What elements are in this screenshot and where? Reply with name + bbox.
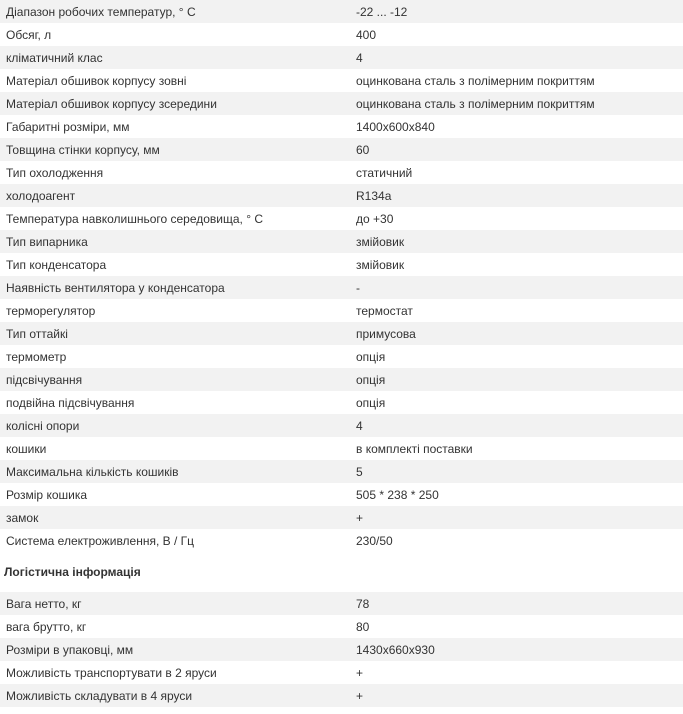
table-row: [0, 684, 683, 707]
spec-value: змійовик: [356, 234, 405, 249]
spec-value: +: [356, 665, 364, 680]
table-row: [0, 437, 683, 460]
spec-value: примусова: [356, 326, 416, 341]
spec-value: 230/50: [356, 533, 393, 548]
logistics-section-title: Логістична інформація: [4, 565, 141, 579]
spec-label: Тип конденсатора: [6, 257, 107, 272]
table-row: [0, 506, 683, 529]
spec-value: -22 ... -12: [356, 4, 408, 19]
spec-label: Діапазон робочих температур, ° С: [6, 4, 196, 19]
spec-label: Розміри в упаковці, мм: [6, 642, 134, 657]
spec-label: Тип охолодження: [6, 165, 104, 180]
spec-label: подвійна підсвічування: [6, 395, 135, 410]
table-row: [0, 661, 683, 684]
spec-label: Матеріал обшивок корпусу зовні: [6, 73, 187, 88]
spec-value: 1430x660x930: [356, 642, 435, 657]
spec-label: Наявність вентилятора у конденсатора: [6, 280, 225, 295]
spec-label: Матеріал обшивок корпусу зсередини: [6, 96, 217, 111]
table-row: [0, 460, 683, 483]
table-row: [0, 368, 683, 391]
spec-value: 400: [356, 27, 377, 42]
table-row: [0, 529, 683, 552]
table-row: [0, 276, 683, 299]
table-row: [0, 299, 683, 322]
spec-value: опція: [356, 349, 386, 364]
spec-value: опція: [356, 372, 386, 387]
spec-value: 78: [356, 596, 370, 611]
spec-value: змійовик: [356, 257, 405, 272]
table-row: [0, 23, 683, 46]
spec-value: 1400x600x840: [356, 119, 435, 134]
table-row: [0, 207, 683, 230]
spec-label: Вага нетто, кг: [6, 596, 82, 611]
table-row: [0, 322, 683, 345]
table-row: [0, 592, 683, 615]
spec-value: опція: [356, 395, 386, 410]
spec-label: Тип випарника: [6, 234, 88, 249]
table-row: [0, 615, 683, 638]
table-row: [0, 391, 683, 414]
table-row: [0, 230, 683, 253]
table-row: [0, 184, 683, 207]
table-row: [0, 115, 683, 138]
spec-label: кліматичний клас: [6, 50, 103, 65]
spec-value: 60: [356, 142, 370, 157]
spec-label: Можливість транспортувати в 2 яруси: [6, 665, 217, 680]
spec-value: +: [356, 688, 364, 703]
spec-value: оцинкована сталь з полімерним покриттям: [356, 73, 595, 88]
spec-label: Система електроживлення, В / Гц: [6, 533, 195, 548]
spec-label: терморегулятор: [6, 303, 96, 318]
spec-label: Габаритні розміри, мм: [6, 119, 130, 134]
spec-label: кошики: [6, 441, 47, 456]
spec-label: підсвічування: [6, 372, 83, 387]
table-row: [0, 638, 683, 661]
spec-value: термостат: [356, 303, 413, 318]
table-row: [0, 253, 683, 276]
spec-value: -: [356, 280, 360, 295]
spec-value: 5: [356, 464, 363, 479]
spec-label: замок: [6, 510, 39, 525]
spec-label: вага брутто, кг: [6, 619, 87, 634]
spec-value: статичний: [356, 165, 413, 180]
spec-value: 505 * 238 * 250: [356, 487, 439, 502]
table-row: [0, 46, 683, 69]
table-row: [0, 161, 683, 184]
spec-label: Розмір кошика: [6, 487, 88, 502]
table-row: [0, 345, 683, 368]
spec-label: Тип оттайкі: [6, 326, 68, 341]
spec-label: термометр: [6, 349, 67, 364]
table-row: [0, 0, 683, 23]
table-row: [0, 138, 683, 161]
spec-label: Максимальна кількість кошиків: [6, 464, 179, 479]
spec-label: Обсяг, л: [6, 27, 52, 42]
spec-value: оцинкована сталь з полімерним покриттям: [356, 96, 595, 111]
spec-value: R134a: [356, 188, 392, 203]
spec-value: 80: [356, 619, 370, 634]
spec-label: Можливість складувати в 4 яруси: [6, 688, 193, 703]
logistics-table: [0, 592, 683, 707]
table-row: [0, 414, 683, 437]
spec-value: 4: [356, 50, 363, 65]
spec-value: 4: [356, 418, 363, 433]
spec-value: в комплекті поставки: [356, 441, 473, 456]
spec-label: Товщина стінки корпусу, мм: [6, 142, 160, 157]
table-row: [0, 69, 683, 92]
spec-label: колісні опори: [6, 418, 80, 433]
table-row: [0, 92, 683, 115]
spec-value: +: [356, 510, 364, 525]
spec-label: Температура навколишнього середовища, ° С: [6, 211, 264, 226]
spec-label: холодоагент: [6, 188, 76, 203]
spec-value: до +30: [356, 211, 394, 226]
table-row: [0, 483, 683, 506]
